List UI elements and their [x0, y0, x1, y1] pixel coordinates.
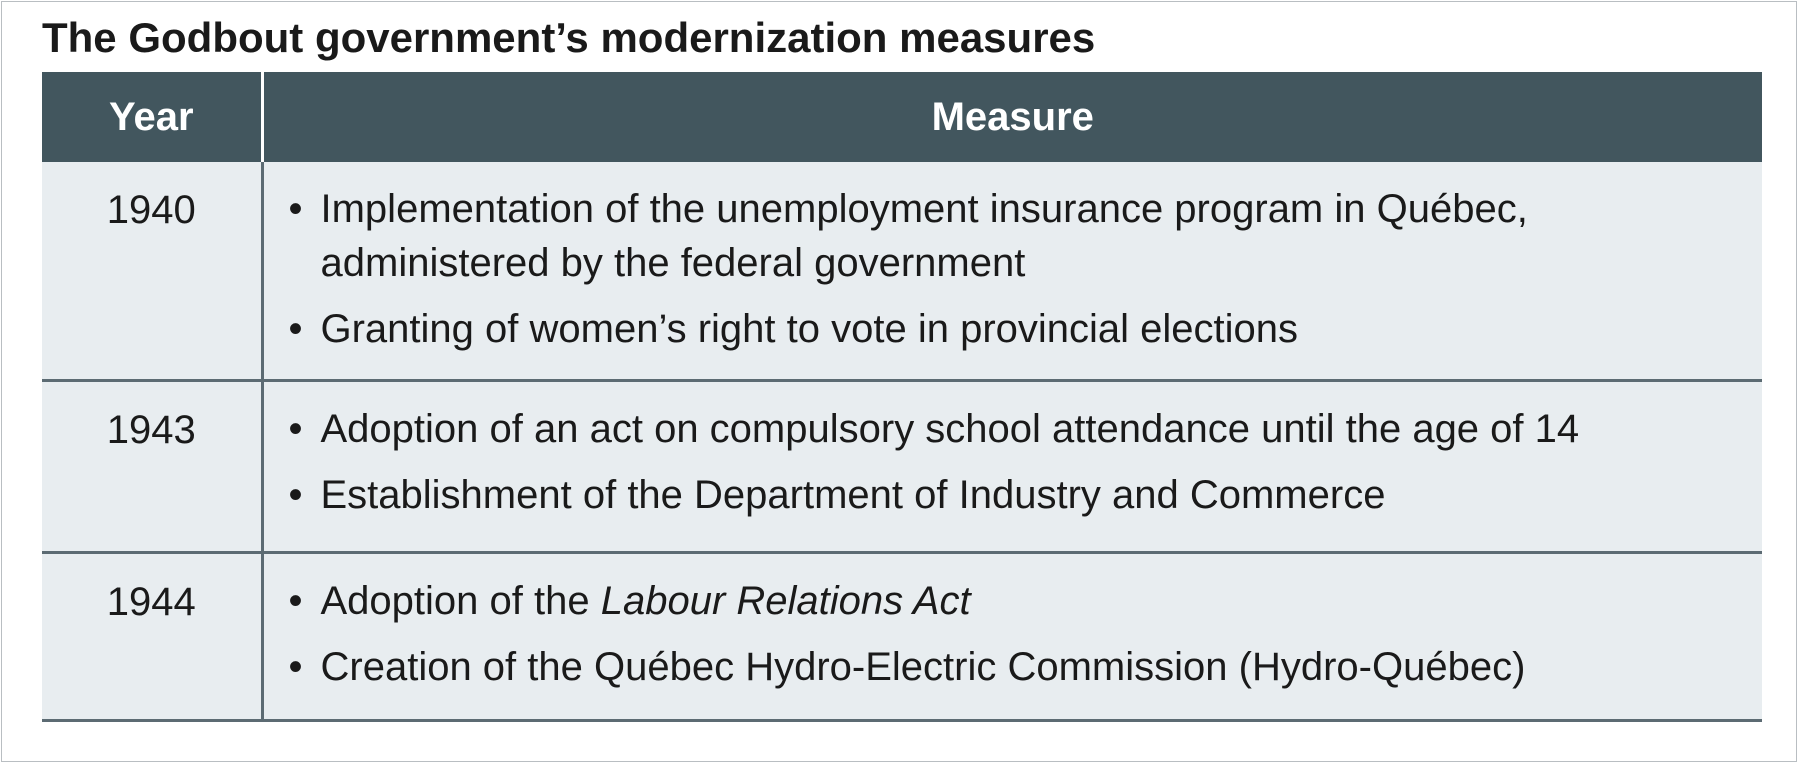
measure-list — [289, 402, 1723, 522]
table-row — [42, 552, 1762, 720]
measure-cell — [262, 380, 1762, 552]
measure-text: Adoption of an act on compulsory school attendance until the age of 14 — [320, 406, 1580, 451]
table-title: The Godbout government’s modernization measures — [42, 14, 1096, 61]
bullet-icon: • — [288, 578, 303, 623]
measure-item — [289, 402, 1723, 456]
table-body — [42, 162, 1762, 720]
measure-item — [289, 302, 1723, 356]
measure-text-before: Adoption of the — [320, 578, 601, 623]
measure-cell — [262, 552, 1762, 720]
table-row — [42, 162, 1762, 380]
bullet-icon: • — [288, 472, 303, 517]
header-measure: Measure — [262, 72, 1762, 162]
year-cell: 1944 — [42, 552, 262, 720]
table-header — [42, 72, 1762, 162]
measure-item — [289, 574, 1723, 628]
measure-item — [289, 468, 1723, 522]
table-row — [42, 380, 1762, 552]
header-year: Year — [42, 72, 262, 162]
measure-text-italic: Labour Relations Act — [600, 578, 971, 623]
measure-text: Implementation of the unemployment insurance program in Québec, administered by the federal government — [320, 187, 1528, 285]
bullet-icon: • — [288, 187, 303, 231]
measures-table — [42, 72, 1762, 722]
measure-text: Creation of the Québec Hydro-Electric Commission (Hydro-Québec) — [320, 644, 1526, 689]
measure-item — [289, 182, 1723, 290]
measure-text: Granting of women’s right to vote in provincial elections — [320, 307, 1299, 351]
bullet-icon: • — [288, 406, 303, 451]
measure-list — [289, 182, 1723, 356]
measure-item — [289, 640, 1723, 694]
measure-text: Establishment of the Department of Industry and Commerce — [320, 472, 1386, 517]
bullet-icon: • — [288, 644, 303, 689]
header-row — [42, 72, 1762, 162]
year-cell: 1940 — [42, 162, 262, 380]
document-frame — [1, 1, 1797, 762]
measure-list — [289, 574, 1723, 694]
measure-cell — [262, 162, 1762, 380]
year-cell: 1943 — [42, 380, 262, 552]
bullet-icon: • — [288, 307, 303, 351]
